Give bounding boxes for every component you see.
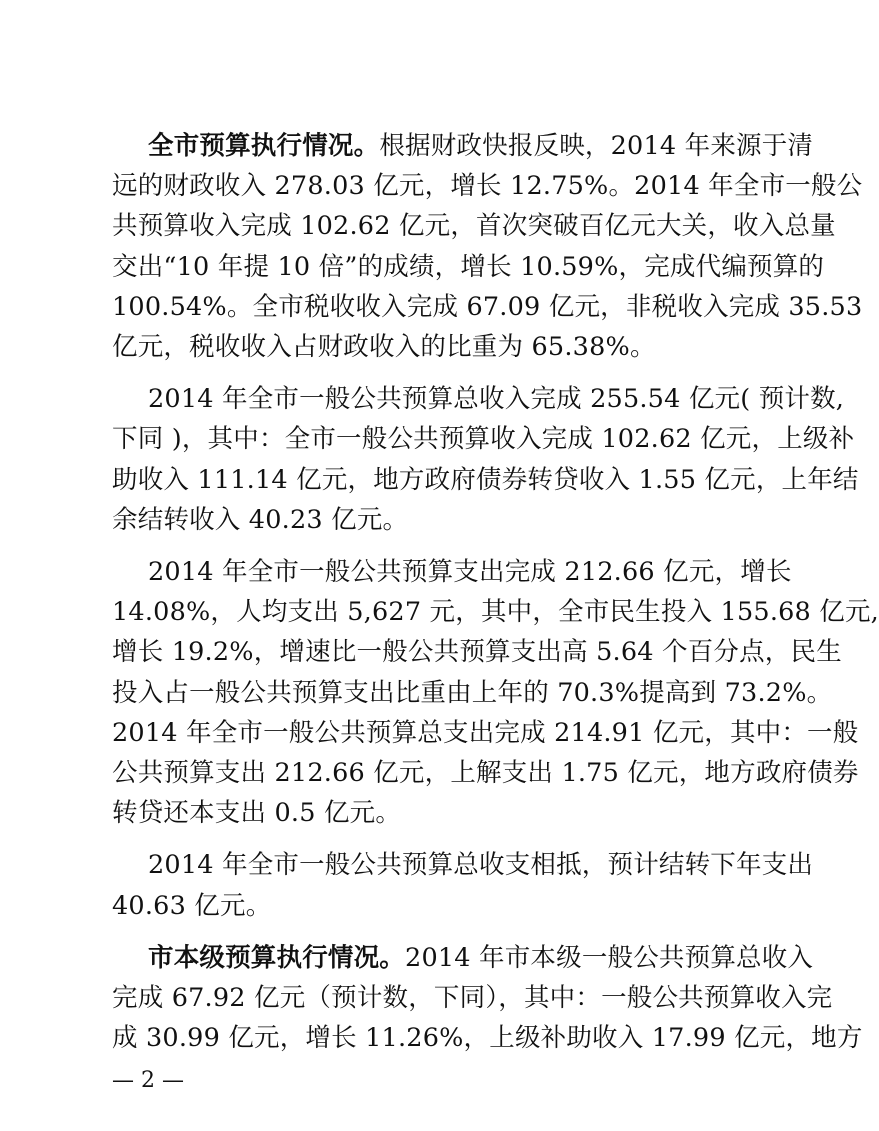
paragraph-line: 成 30.99 亿元，增长 11.26%，上级补助收入 17.99 亿元，地方 xyxy=(112,1023,863,1054)
paragraph-line: 远的财政收入 278.03 亿元，增长 12.75%。2014 年全市一般公 xyxy=(112,171,863,202)
paragraph-line: 转贷还本支出 0.5 亿元。 xyxy=(112,798,402,829)
paragraph-line: 助收入 111.14 亿元，地方政府债券转贷收入 1.55 亿元，上年结 xyxy=(112,464,859,495)
paragraph-expenditure xyxy=(112,552,879,833)
paragraph-line: 市本级预算执行情况。2014 年市本级一般公共预算总收入 xyxy=(148,942,814,973)
paragraph-balance xyxy=(112,845,814,925)
paragraph-line: 增长 19.2%，增速比一般公共预算支出高 5.64 个百分点，民生 xyxy=(112,637,842,668)
document-body xyxy=(112,126,879,1058)
paragraph-line: 余结转收入 40.23 亿元。 xyxy=(112,504,409,535)
paragraph-line: 2014 年全市一般公共预算总支出完成 214.91 亿元，其中：一般 xyxy=(112,717,859,748)
section-heading-city-budget: 全市预算执行情况。 xyxy=(148,131,380,161)
paragraph-line: 2014 年全市一般公共预算总收入完成 255.54 亿元( 预计数, xyxy=(148,384,845,415)
paragraph-line: 公共预算支出 212.66 亿元，上解支出 1.75 亿元，地方政府债券 xyxy=(112,758,859,789)
paragraph-line: 2014 年全市一般公共预算支出完成 212.66 亿元，增长 xyxy=(148,557,792,588)
paragraph-line: 亿元，税收收入占财政收入的比重为 65.38%。 xyxy=(112,332,656,363)
paragraph-total-revenue xyxy=(112,379,859,540)
paragraph-line: 投入占一般公共预算支出比重由上年的 70.3%提高到 73.2%。 xyxy=(112,677,833,708)
section-heading-municipal-budget: 市本级预算执行情况。 xyxy=(148,942,406,973)
paragraph-line: 14.08%，人均支出 5,627 元，其中，全市民生投入 155.68 亿元, xyxy=(112,597,879,628)
paragraph-municipal-budget-execution xyxy=(112,938,863,1059)
paragraph-city-budget-execution xyxy=(112,126,863,367)
paragraph-line: 完成 67.92 亿元（预计数，下同），其中：一般公共预算收入完 xyxy=(112,983,833,1014)
paragraph-line: 2014 年全市一般公共预算总收支相抵，预计结转下年支出 xyxy=(148,850,814,881)
paragraph-line: 交出“10 年提 10 倍”的成绩，增长 10.59%，完成代编预算的 xyxy=(112,251,825,282)
paragraph-line: 共预算收入完成 102.62 亿元，首次突破百亿元大关，收入总量 xyxy=(112,211,836,242)
paragraph-line: 100.54%。全市税收收入完成 67.09 亿元，非税收入完成 35.53 xyxy=(112,291,863,322)
paragraph-line: 下同 )，其中：全市一般公共预算收入完成 102.62 亿元，上级补 xyxy=(112,424,855,455)
page-number: — 2 — xyxy=(112,1068,184,1093)
paragraph-line: 40.63 亿元。 xyxy=(112,890,272,921)
paragraph-line: 全市预算执行情况。根据财政快报反映，2014 年来源于清 xyxy=(148,131,814,161)
